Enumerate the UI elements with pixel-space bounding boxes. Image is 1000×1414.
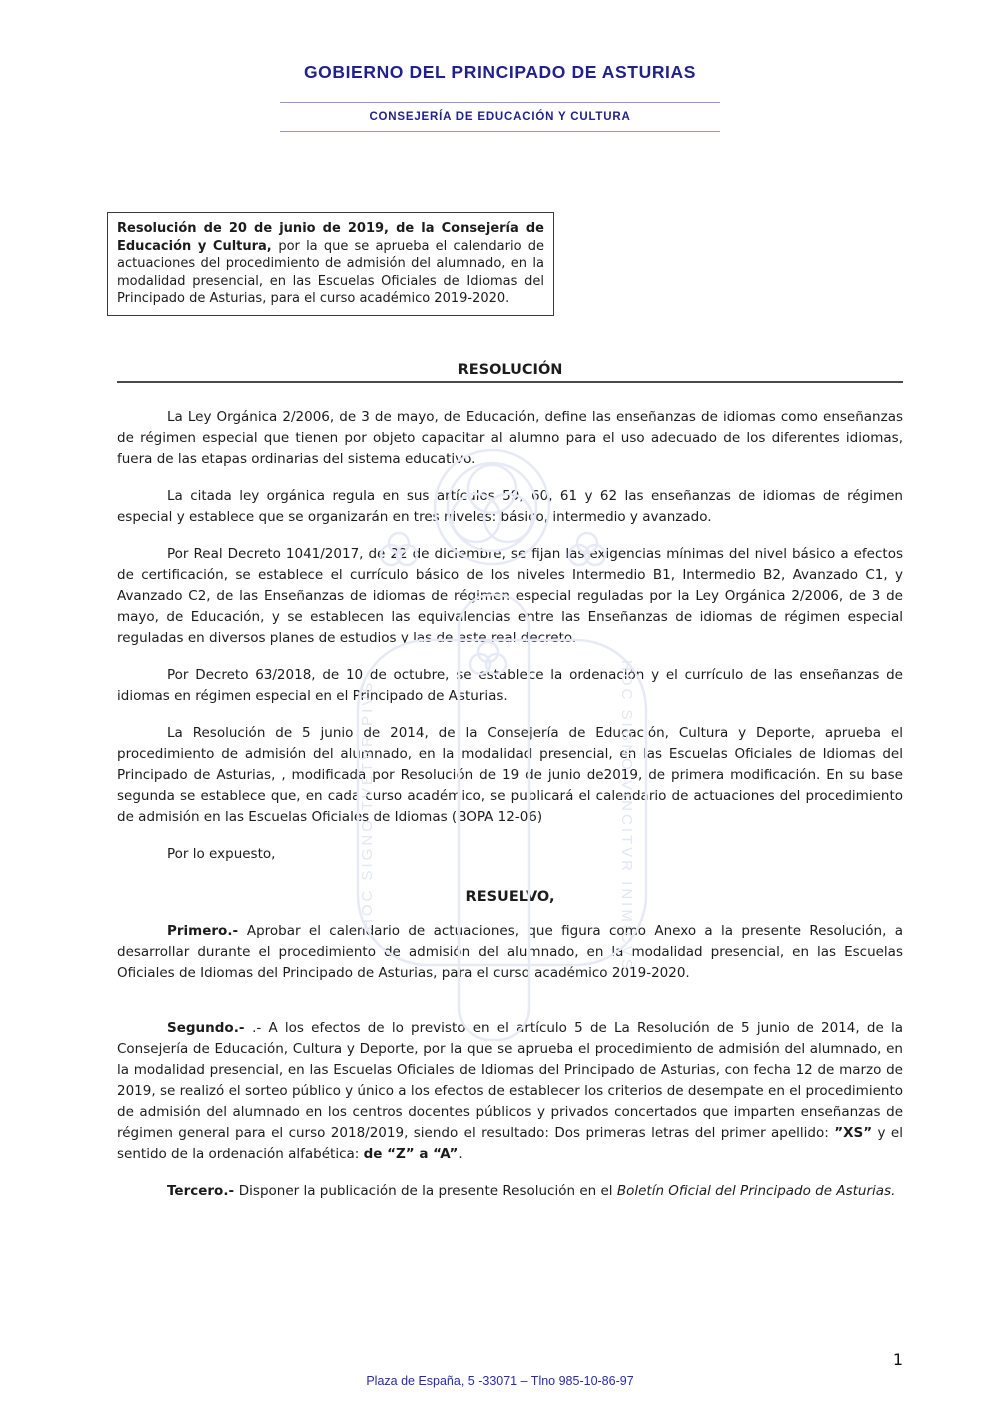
department-subtitle: CONSEJERÍA DE EDUCACIÓN Y CULTURA — [369, 111, 631, 123]
resolution-primero: Primero.- Aprobar el calendario de actuaciones, que figura como Anexo a la presente Resolución, a desarrollar durante el procedimiento de admisión del alumnado, en la modalidad presencial, en las Escuelas Oficiales de Idiomas del Principado de Asturias, para el curso académico 2019-2020. — [117, 922, 903, 981]
government-title: GOBIERNO DEL PRINCIPADO DE ASTURIAS — [303, 62, 697, 82]
body-paragraph: Por Decreto 63/2018, de 10 de octubre, se establece la ordenación y el currículo de las enseñanzas de idiomas en régimen especial en el Principado de Asturias. — [117, 666, 903, 704]
header-rule-bottom — [280, 131, 720, 132]
watermark-motto-left: HOC SIGNO TVETVR PIVS — [359, 679, 376, 930]
body-paragraph: La Resolución de 5 junio de 2014, de la Consejería de Educación, Cultura y Deporte, aprueba el procedimiento de admisión del alumnado, en la modalidad presencial, en las Escuelas Oficiales de Idiomas del Principado de Asturias, , modificada por Resolución de 19 de junio de2019, de primera modificación. En su base segunda se establece que, en cada curso académico, se publicará el calendario de actuaciones del procedimiento de admisión en las Escuelas Oficiales de Idiomas (BOPA 12-06) — [117, 724, 903, 825]
resolution-segundo: Segundo.- .- A los efectos de lo previsto en el artículo 5 de La Resolución de 5 junio de 2014, de la Consejería de Educación, Cultura y Deporte, por la que se aprueba el procedimiento de admisión del alumnado, en la modalidad presencial, en las Escuelas Oficiales de Idiomas del Principado de Asturias, con fecha 12 de marzo de 2019, se realizó el sorteo público y único a los efectos de establecer los criterios de desempate en el procedimiento de admisión del alumnado en los centros docentes públicos y privados concertados que imparten enseñanzas de régimen general para el curso 2018/2019, siendo el resultado: Dos primeras letras del primer apellido: ”XS” y el sentido de la ordenación alfabética: de “Z” a “A”. — [117, 1019, 903, 1162]
body-paragraph: La citada ley orgánica regula en sus artículos 59, 60, 61 y 62 las enseñanzas de idiomas de régimen especial y establece que se organizarán en tres niveles: básico, intermedio y avanzado. — [117, 487, 903, 525]
header-rule-top — [280, 102, 720, 103]
body-paragraph: Por Real Decreto 1041/2017, de 22 de diciembre, se fijan las exigencias mínimas del nivel básico a efectos de certificación, se establece el currículo básico de los niveles Intermedio B1, Intermedio B2, Avanzado C1, y Avanzado C2, de las Enseñanzas de idiomas de régimen especial reguladas por la Ley Orgánica 2/2006, de 3 de mayo, de Educación, y se establecen las equivalencias entre las Enseñanzas de idiomas de régimen especial reguladas en diversos planes de estudios y las de este real decreto. — [117, 545, 903, 646]
resolution-items — [117, 921, 903, 1202]
body-paragraph: La Ley Orgánica 2/2006, de 3 de mayo, de Educación, define las enseñanzas de idiomas como enseñanzas de régimen especial que tienen por objeto capacitar al alumno para el uso adecuado de los diferentes idiomas, fuera de las etapas ordinarias del sistema educativo. — [117, 408, 903, 467]
resolucion-heading: RESOLUCIÓN — [117, 362, 903, 383]
resolution-tercero: Tercero.- Disponer la publicación de la presente Resolución en el Boletín Oficial del Principado de Asturias. — [167, 1182, 896, 1199]
resuelvo-heading: RESUELVO, — [465, 888, 555, 905]
letterhead — [0, 0, 1000, 132]
page-number: 1 — [892, 1350, 903, 1369]
summary-box: Resolución de 20 de junio de 2019, de la Consejería de Educación y Cultura, por la que se aprueba el calendario de actuaciones del procedimiento de admisión del alumnado, en la modalidad presencial, en las Escuelas Oficiales de Idiomas del Principado de Asturias, para el curso académico 2019-2020. — [107, 212, 554, 316]
document-body — [117, 362, 903, 1202]
footer-address: Plaza de España, 5 -33071 – Tlno 985-10-86-97 — [366, 1374, 634, 1388]
watermark-motto-right: HOC SIGNO VINCITVR INIMICVS — [618, 660, 635, 972]
body-paragraph: Por lo expuesto, — [167, 845, 276, 862]
